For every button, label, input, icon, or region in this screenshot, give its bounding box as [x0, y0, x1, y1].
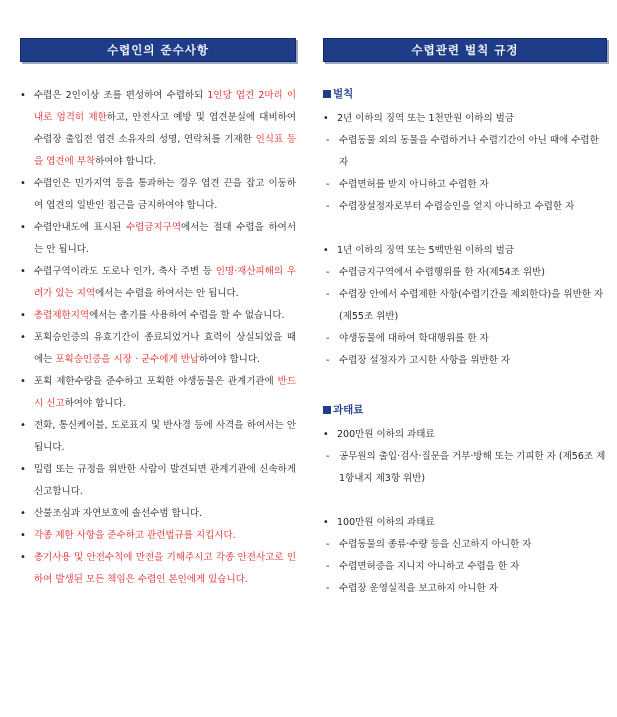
- rule-emphasis-text: 1인당 엽견 2마리 이내로 엄격히 제한: [34, 90, 296, 123]
- rule-item: [20, 547, 296, 591]
- section-heading: [323, 400, 607, 420]
- violation-item: - 공무원의 출입·검사·질문을 거부·방해 또는 기피한 자 (제56조 제1항내지 제3항 위반): [323, 446, 607, 490]
- rule-text: 수렵은 2인이상 조를 편성하여 수렵하되: [34, 90, 208, 101]
- violation-item: - 수렵금지구역에서 수렵행위를 한 자(제54조 위반): [323, 262, 607, 284]
- rule-text: 하고, 안전사고 예방 및 엽견분실에 대비하여 수렵장 출입전 엽견 소유자의 성명, 연락처를 기재한: [34, 112, 296, 145]
- violation-item: - 야생동물에 대하여 학대행위를 한 자: [323, 328, 607, 350]
- rule-text: 하여야 합니다.: [95, 156, 157, 167]
- rule-emphasis-text: 인식표 등을 엽견에 부착: [34, 134, 296, 167]
- rule-emphasis-text: 총렵제한지역: [34, 310, 90, 321]
- rule-item: [20, 371, 296, 415]
- left-column: [20, 38, 296, 591]
- rule-text: 산불조심과 자연보호에 솔선수범 합니다.: [34, 508, 203, 519]
- square-bullet-icon: [323, 406, 331, 414]
- penalty-section: [323, 84, 607, 372]
- rule-text: 하여야 합니다.: [198, 354, 261, 365]
- rule-emphasis-text: 각종 제한 사항을 준수하고 관련법규를 지킵시다.: [34, 530, 236, 541]
- right-column: [323, 38, 607, 600]
- rule-item: [20, 525, 296, 547]
- penalty-group: [323, 424, 607, 490]
- penalty-section: [323, 400, 607, 600]
- violation-item: - 수렵장 설정자가 고시한 사항을 위반한 자: [323, 350, 607, 372]
- penalty-group: [323, 512, 607, 600]
- violation-item: - 수렵동물의 종류·수량 등을 신고하지 아니한 자: [323, 534, 607, 556]
- rule-emphasis-text: 인명·재산피해의 우려가 있는 지역: [34, 266, 296, 299]
- violation-item: - 수렵장 안에서 수렵제한 사항(수렵기간을 제외한다)을 위반한 자(제55조 위반): [323, 284, 607, 328]
- section-heading: [323, 84, 607, 104]
- rule-item: [20, 85, 296, 173]
- rule-item: [20, 327, 296, 371]
- penalty-group: [323, 108, 607, 218]
- rule-item: [20, 217, 296, 261]
- square-bullet-icon: [323, 90, 331, 98]
- violation-item: - 수렵장 운영실적을 보고하지 아니한 자: [323, 578, 607, 600]
- violation-item: - 수렵장설정자로부터 수렵승인을 얻지 아니하고 수렵한 자: [323, 196, 607, 218]
- violation-item: - 수렵면허를 받지 아니하고 수렵한 자: [323, 174, 607, 196]
- rule-item: [20, 415, 296, 459]
- penalty-bullet: • 100만원 이하의 과태료: [323, 512, 607, 534]
- rule-text: 수렵안내도에 표시된: [34, 222, 126, 233]
- penalty-bullet: • 200만원 이하의 과태료: [323, 424, 607, 446]
- penalty-bullet: • 1년 이하의 징역 또는 5백만원 이하의 벌금: [323, 240, 607, 262]
- rule-text: 에서는 수렵을 하여서는 안 됩니다.: [95, 288, 239, 299]
- rule-emphasis-text: 총기사용 및 안전수칙에 만전을 기해주시고 각종 안전사고로 인하여 발생된 모든 책임은 수렵인 본인에게 있습니다.: [34, 552, 296, 585]
- penalty-sections: [323, 84, 607, 600]
- rule-emphasis-text: 포획승인증을 시장 · 군수에게 반납: [55, 354, 199, 365]
- rule-text: 하여야 합니다.: [64, 398, 126, 409]
- section-heading-text: 과태료: [333, 404, 364, 416]
- hunter-rules-title: 수렵인의 준수사항: [20, 38, 296, 62]
- rule-item: [20, 503, 296, 525]
- rule-text: 포획 제한수량을 준수하고 포획한 야생동물은 관계기관에: [34, 376, 278, 387]
- rule-text: 수렵구역이라도 도로나 인가, 축사 주변 등: [34, 266, 216, 277]
- section-heading-text: 벌칙: [333, 88, 354, 100]
- rule-item: [20, 305, 296, 327]
- rule-text: 에서는 절대 수렵을 하여서는 안 됩니다.: [34, 222, 296, 255]
- rule-text: 밀렵 또는 규정을 위반한 사람이 발견되면 관계기관에 신속하게 신고합니다.: [34, 464, 296, 497]
- penalty-rules-title: 수렵관련 벌칙 규정: [323, 38, 607, 62]
- penalty-group: [323, 240, 607, 372]
- violation-item: - 수렵동물 외의 동물을 수렵하거나 수렵기간이 아닌 때에 수렵한 자: [323, 130, 607, 174]
- rule-emphasis-text: 반드시 신고: [34, 376, 296, 409]
- rule-text: 포획승인증의 유효기간이 종료되었거나 효력이 상실되었을 때에는: [34, 332, 296, 365]
- rule-text: 수렵인은 민가지역 등을 통과하는 경우 엽견 끈을 잡고 이동하여 엽견의 일반인 접근을 금지하여야 합니다.: [34, 178, 296, 211]
- penalty-bullet: • 2년 이하의 징역 또는 1천만원 이하의 벌금: [323, 108, 607, 130]
- hunter-rules-list: [20, 85, 296, 591]
- rule-text: 전화, 통신케이블, 도로표지 및 반사경 등에 사격을 하여서는 안 됩니다.: [34, 420, 296, 453]
- rule-emphasis-text: 수렵금지구역: [125, 222, 182, 233]
- rule-item: [20, 261, 296, 305]
- rule-item: [20, 459, 296, 503]
- rule-text: 에서는 총기를 사용하여 수렵을 할 수 없습니다.: [89, 310, 285, 321]
- violation-item: - 수렵면허증을 지니지 아니하고 수렵을 한 자: [323, 556, 607, 578]
- rule-item: [20, 173, 296, 217]
